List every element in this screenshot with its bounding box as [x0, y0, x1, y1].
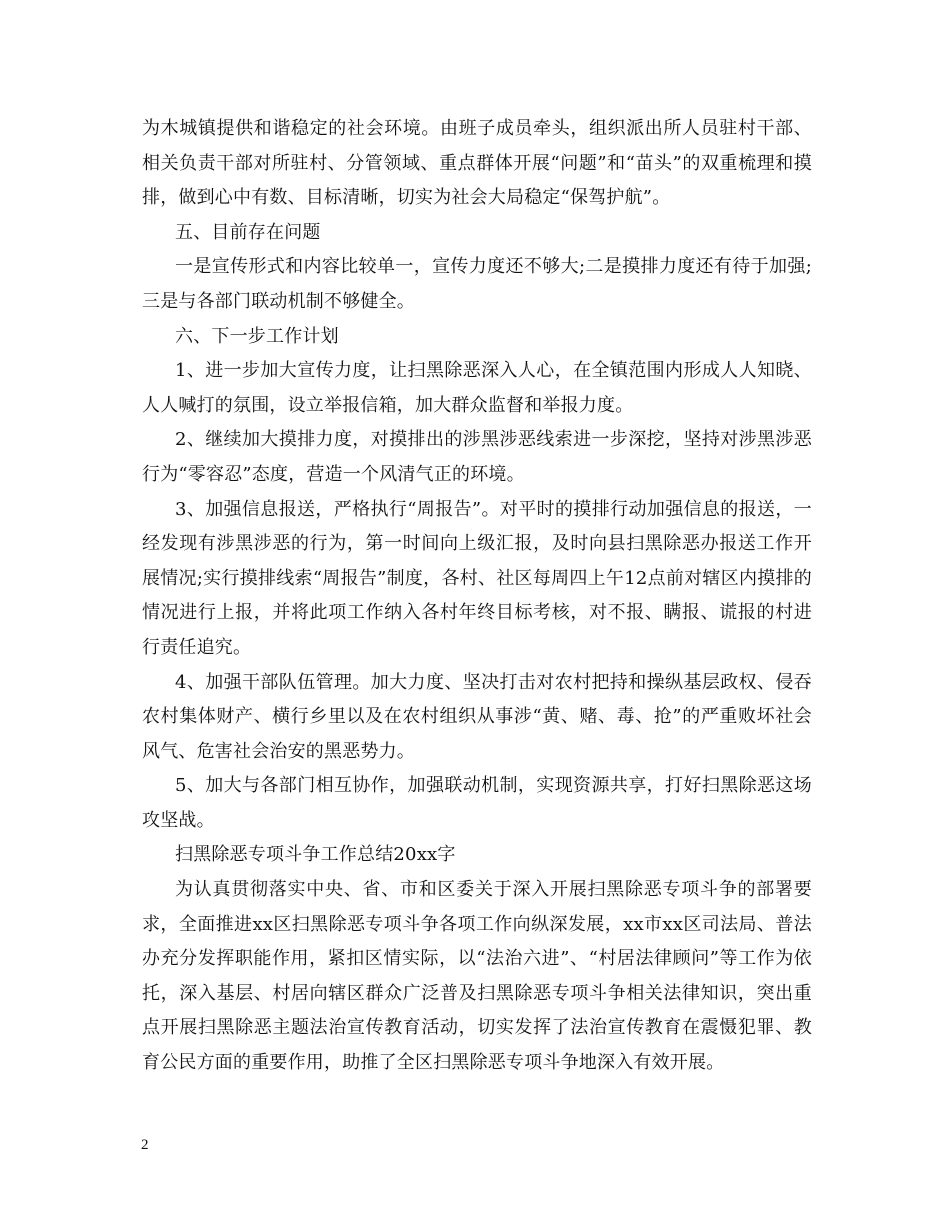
section-heading-next-plan: 六、下一步工作计划: [175, 325, 339, 347]
article-title: 扫黑除恶专项斗争工作总结20xx字: [175, 844, 456, 866]
plan-item-4: 4、加强干部队伍管理。加大力度、坚决打击对农村把持和操纵基层政权、侵吞农村集体财产、横行乡里以及在农村组织从事涉“黄、赌、毒、抢”的严重败坏社会风气、危害社会治安的黑恶势力。: [142, 671, 812, 762]
paragraph-problems: 一是宣传形式和内容比较单一，宣传力度还不够大;二是摸排力度还有待于加强;三是与各部门联动机制不够健全。: [142, 256, 812, 312]
plan-item-1: 1、进一步加大宣传力度，让扫黑除恶深入人心，在全镇范围内形成人人知晓、人人喊打的氛围，设立举报信箱，加大群众监督和举报力度。: [142, 360, 812, 416]
plan-item-5: 5、加大与各部门相互协作，加强联动机制，实现资源共享，打好扫黑除恶这场攻坚战。: [142, 775, 812, 831]
plan-item-3: 3、加强信息报送，严格执行“周报告”。对平时的摸排行动加强信息的报送，一经发现有涉黑涉恶的行为，第一时间向上级汇报，及时向县扫黑除恶办报送工作开展情况;实行摸排线索“周报告”制度，各村、社区每周四上午12点前对辖区内摸排的情况进行上报，并将此项工作纳入各村年终目标考核，对不报、瞒报、谎报的村进行责任追究。: [142, 498, 812, 658]
section-heading-current-problems: 五、目前存在问题: [175, 221, 321, 243]
document-body: [142, 112, 812, 1081]
page-number: 2: [141, 1137, 149, 1153]
paragraph-continuation: 为木城镇提供和谐稳定的社会环境。由班子成员牵头，组织派出所人员驻村干部、相关负责干部对所驻村、分管领域、重点群体开展“问题”和“苗头”的双重梳理和摸排，做到心中有数、目标清晰，切实为社会大局稳定“保驾护航”。: [142, 118, 812, 209]
paragraph-summary-intro: 为认真贯彻落实中央、省、市和区委关于深入开展扫黑除恶专项斗争的部署要求，全面推进xx区扫黑除恶专项斗争各项工作向纵深发展，xx市xx区司法局、普法办充分发挥职能作用，紧扣区情实际，以“法治六进”、“村居法律顾问”等工作为依托，深入基层、村居向辖区群众广泛普及扫黑除恶专项斗争相关法律知识，突出重点开展扫黑除恶主题法治宣传教育活动，切实发挥了法治宣传教育在震慑犯罪、教育公民方面的重要作用，助推了全区扫黑除恶专项斗争地深入有效开展。: [142, 879, 812, 1074]
plan-item-2: 2、继续加大摸排力度，对摸排出的涉黑涉恶线索进一步深挖，坚持对涉黑涉恶行为“零容忍”态度，营造一个风清气正的环境。: [142, 429, 812, 485]
